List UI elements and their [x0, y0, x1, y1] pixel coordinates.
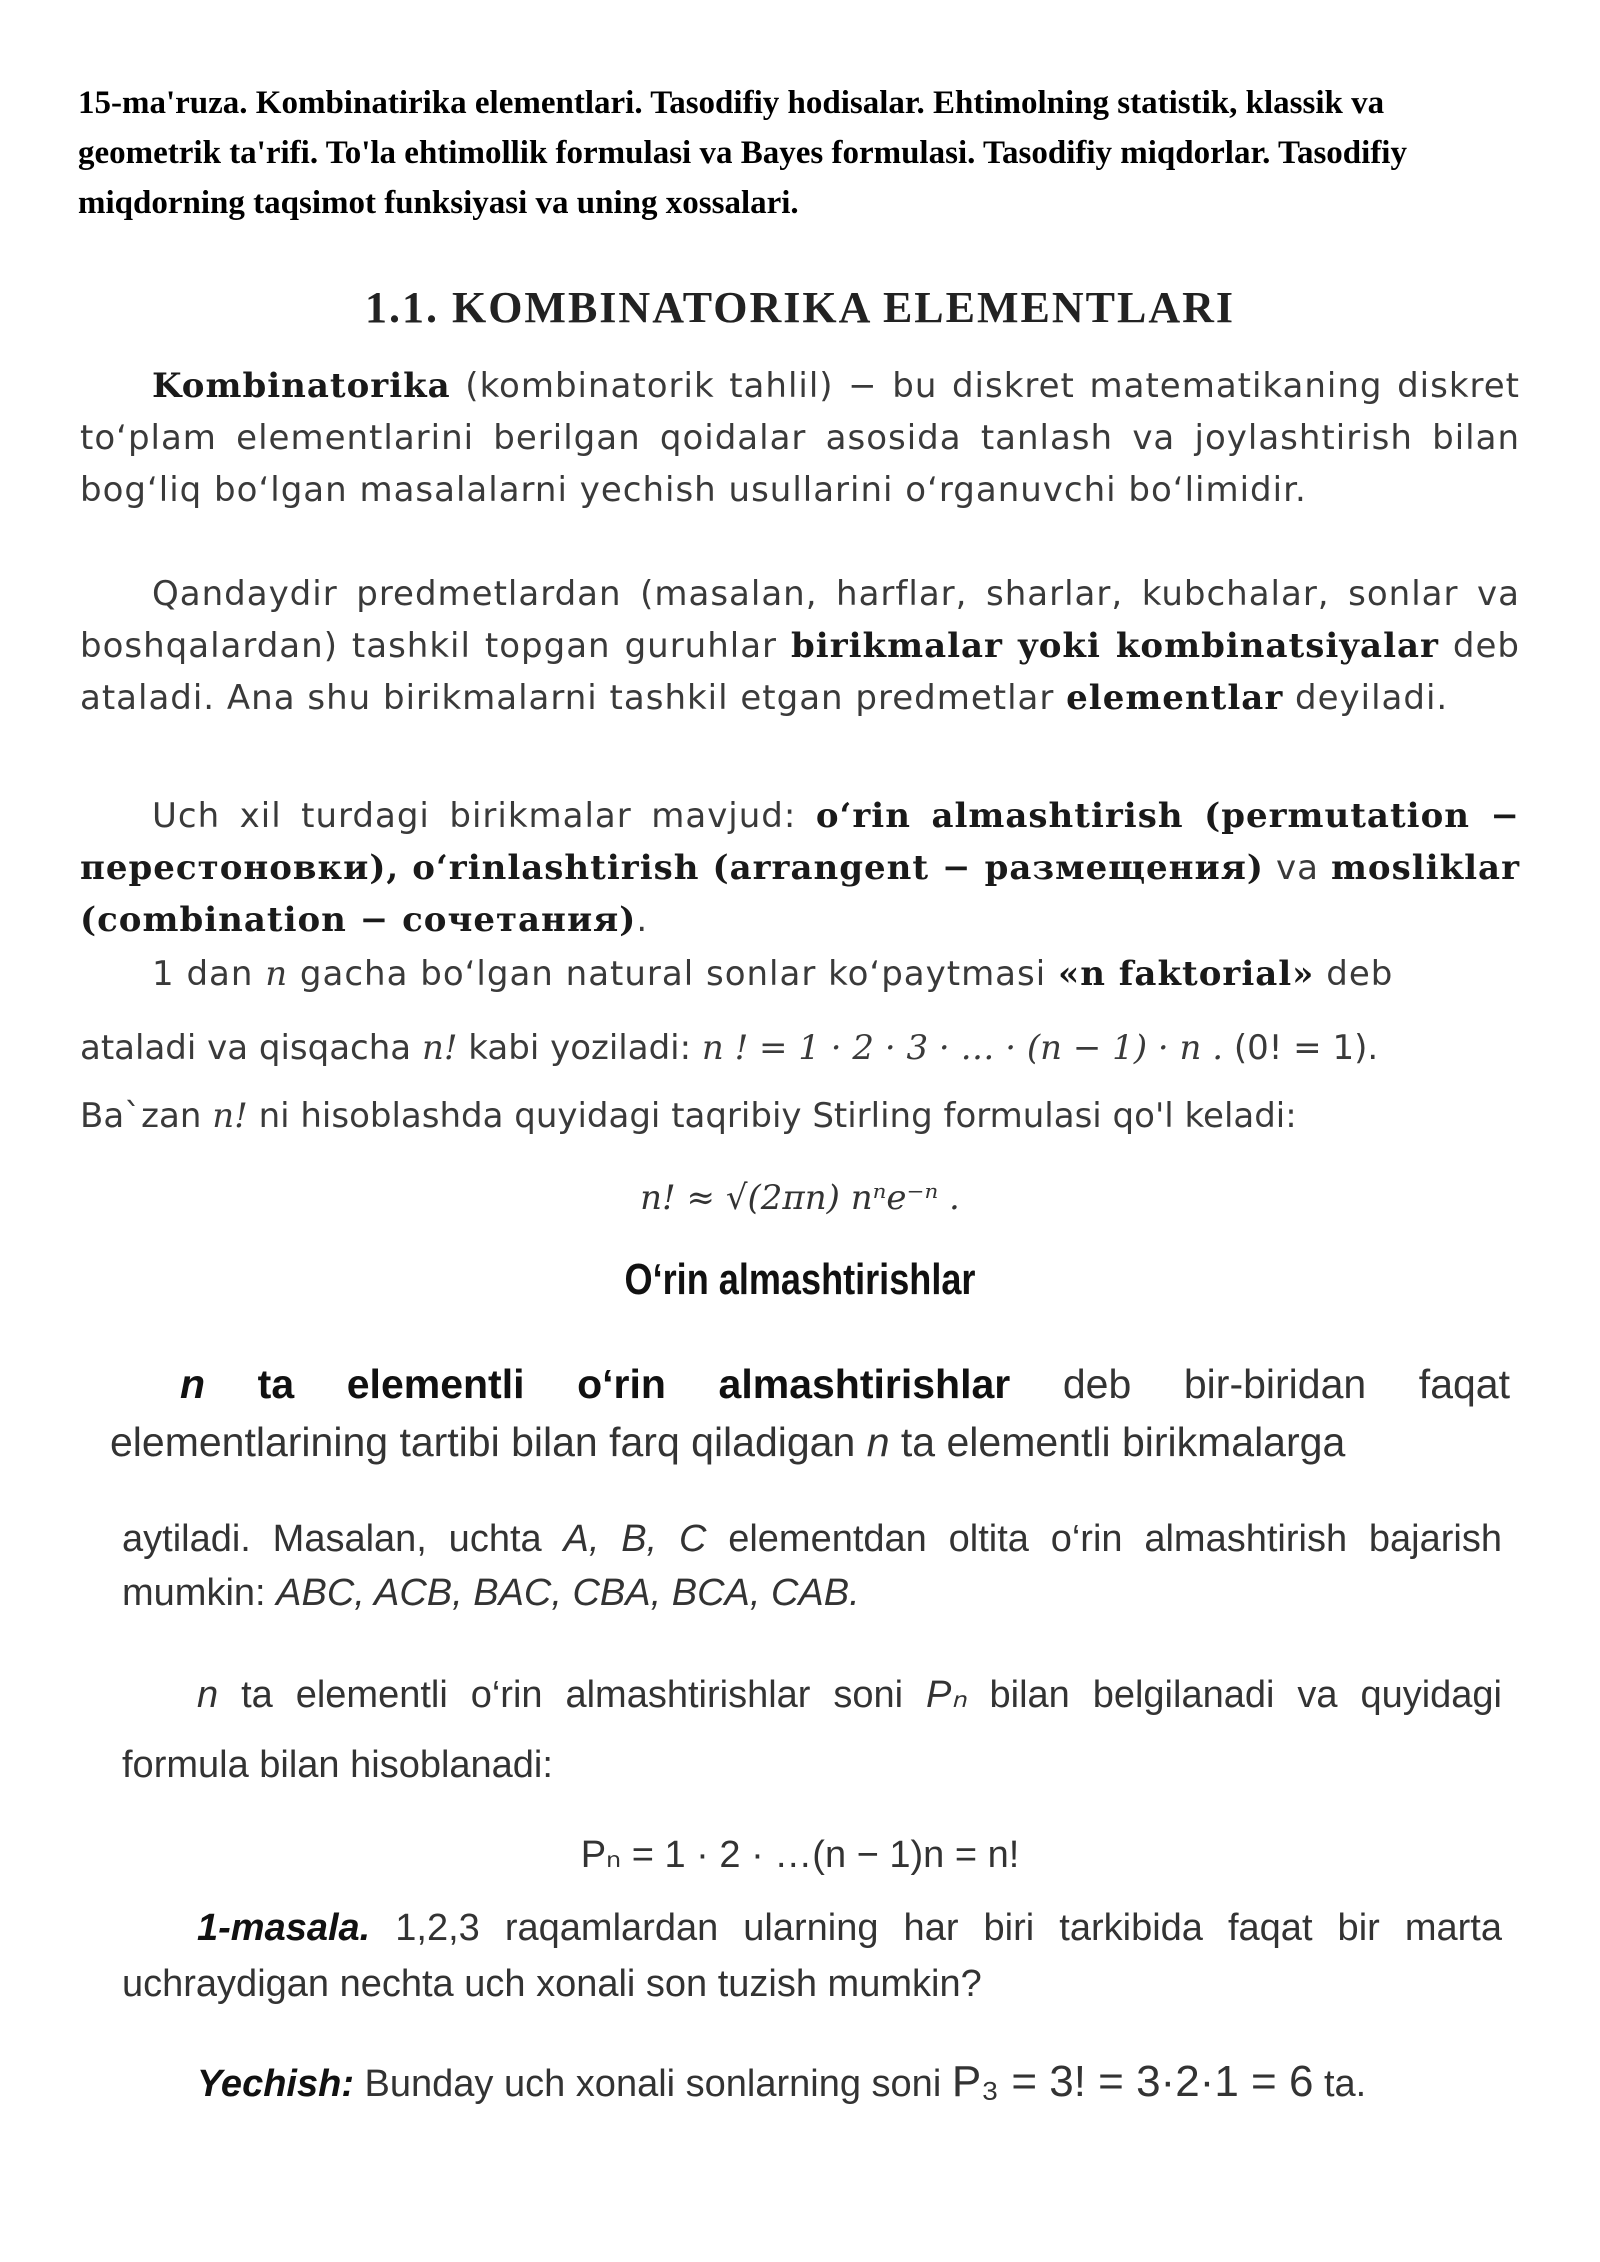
variable-n: n	[265, 954, 289, 994]
paragraph-text: ta elementli o‘rin almashtirishlar soni	[218, 1674, 927, 1716]
paragraph-text: ataladi va qisqacha	[80, 1028, 422, 1068]
paragraph-text: ta elementli birikmalarga	[889, 1419, 1346, 1465]
paragraph-example	[122, 1512, 1502, 1620]
paragraph-text: gacha bo‘lgan natural sonlar ko‘paytmasi	[288, 954, 1058, 994]
paragraph-count	[122, 1660, 1502, 1800]
paragraph-types	[80, 790, 1520, 946]
paragraph-text: kabi yoziladi:	[457, 1028, 702, 1068]
term-permutations: ta elementli o‘rin almashtirishlar	[205, 1361, 1011, 1407]
paragraph-text: Uch xil turdagi birikmalar mavjud:	[152, 796, 816, 836]
paragraph-text: elementdan oltita o‘rin almashtirish bajarish mumkin:	[122, 1518, 1502, 1614]
variable-n: n	[180, 1361, 206, 1407]
paragraph-factorial	[80, 948, 1520, 1000]
paragraph-text: deb bir-biridan faqat elementlarining tartibi bilan farq qiladigan	[110, 1361, 1510, 1465]
paragraph-text: 1 dan	[152, 954, 266, 994]
paragraph-text: bilan belgilanadi va quyidagi formula bilan hisoblanadi:	[122, 1674, 1502, 1786]
section-title: 1.1. KOMBINATORIKA ELEMENTLARI	[364, 283, 1236, 332]
variable-n: n	[866, 1419, 890, 1465]
paragraph-text: ta.	[1313, 2063, 1367, 2105]
term-mosliklar: mosliklar (combination − сочетания)	[80, 848, 1520, 940]
term-n-faktorial: «n faktorial»	[1058, 954, 1315, 994]
term-kombinatorika: Kombinatorika	[152, 366, 451, 406]
paragraph-text: .	[636, 900, 649, 940]
paragraph-definition	[80, 360, 1520, 516]
example-permutations: ABC, ACB, BAC, CBA, BCA, CAB.	[276, 1572, 860, 1614]
paragraph-text: aytiladi. Masalan, uchta	[122, 1518, 564, 1560]
problem-1	[122, 1900, 1502, 2012]
solution-formula: P₃ = 3! = 3·2·1 = 6	[951, 2057, 1314, 2106]
variable-n: n	[197, 1674, 219, 1716]
paragraph-stirling	[80, 1090, 1520, 1142]
subheading-permutations: O‘rin almashtirishlar	[624, 1255, 976, 1304]
paragraph-text: va	[1263, 848, 1331, 888]
solution-1	[122, 2054, 1502, 2112]
term-elementlar: elementlar	[1066, 678, 1284, 718]
solution-label: Yechish:	[197, 2063, 354, 2105]
paragraph-permutation-def	[110, 1355, 1510, 1471]
problem-label: 1-masala.	[197, 1907, 371, 1949]
variable-nf: n!	[212, 1096, 248, 1136]
variable-nf: n!	[421, 1028, 458, 1068]
paragraph-text: (kombinatorik tahlil) − bu diskret matematikaning diskret to‘plam elementlarini berilgan qoidalar asosida tanlash va joylashtirish bilan bog‘liq bo‘lgan masalalarni yechish usullarini o‘rganuvchi bo‘limidir.	[80, 366, 1520, 510]
paragraph-text: (0! = 1).	[1223, 1028, 1379, 1068]
paragraph-text: Ba`zan	[80, 1096, 213, 1136]
variable-pn: Pₙ	[926, 1674, 967, 1716]
lecture-title: 15-ma'ruza. Kombinatirika elementlari. Tasodifiy hodisalar. Ehtimolning statistik, klassik va geometrik ta'rifi. To'la ehtimollik formulasi va Bayes formulasi. Tasodifiy miqdorlar. Tasodifiy miqdorning taqsimot funksiyasi va uning xossalari.	[78, 85, 1407, 221]
paragraph-text: Bunday uch xonali sonlarning soni	[353, 2063, 952, 2105]
paragraph-text: deb	[1314, 954, 1394, 994]
paragraph-text: ni hisoblashda quyidagi taqribiy Stirling formulasi qo'l keladi:	[247, 1096, 1297, 1136]
term-types: o‘rin almashtirish (permutation − перестоновки), o‘rinlashtirish (arrangent − размещения)	[80, 796, 1520, 888]
factorial-formula: n ! = 1 · 2 · 3 · … · (n − 1) · n .	[701, 1028, 1224, 1068]
paragraph-text: 1,2,3 raqamlardan ularning har biri tarkibida faqat bir marta uchraydigan nechta uch xonali son tuzish mumkin?	[122, 1907, 1502, 2005]
stirling-formula: n! ≈ √(2πn) nⁿe⁻ⁿ .	[640, 1178, 960, 1218]
paragraph-text: deyiladi.	[1283, 678, 1449, 718]
example-letters: A, B, C	[563, 1518, 707, 1560]
paragraph-factorial-def	[80, 1022, 1520, 1074]
paragraph-text: deb ataladi. Ana shu birikmalarni tashkil etgan predmetlar	[80, 626, 1520, 718]
term-birikmalar: birikmalar yoki kombinatsiyalar	[791, 626, 1439, 666]
paragraph-text: Qandaydir predmetlardan (masalan, harflar, sharlar, kubchalar, sonlar va boshqalardan) tashkil topgan guruhlar	[80, 574, 1520, 666]
paragraph-birikmalar	[80, 568, 1520, 724]
pn-formula: Pₙ = 1 · 2 · …(n − 1)n = n!	[580, 1834, 1020, 1876]
